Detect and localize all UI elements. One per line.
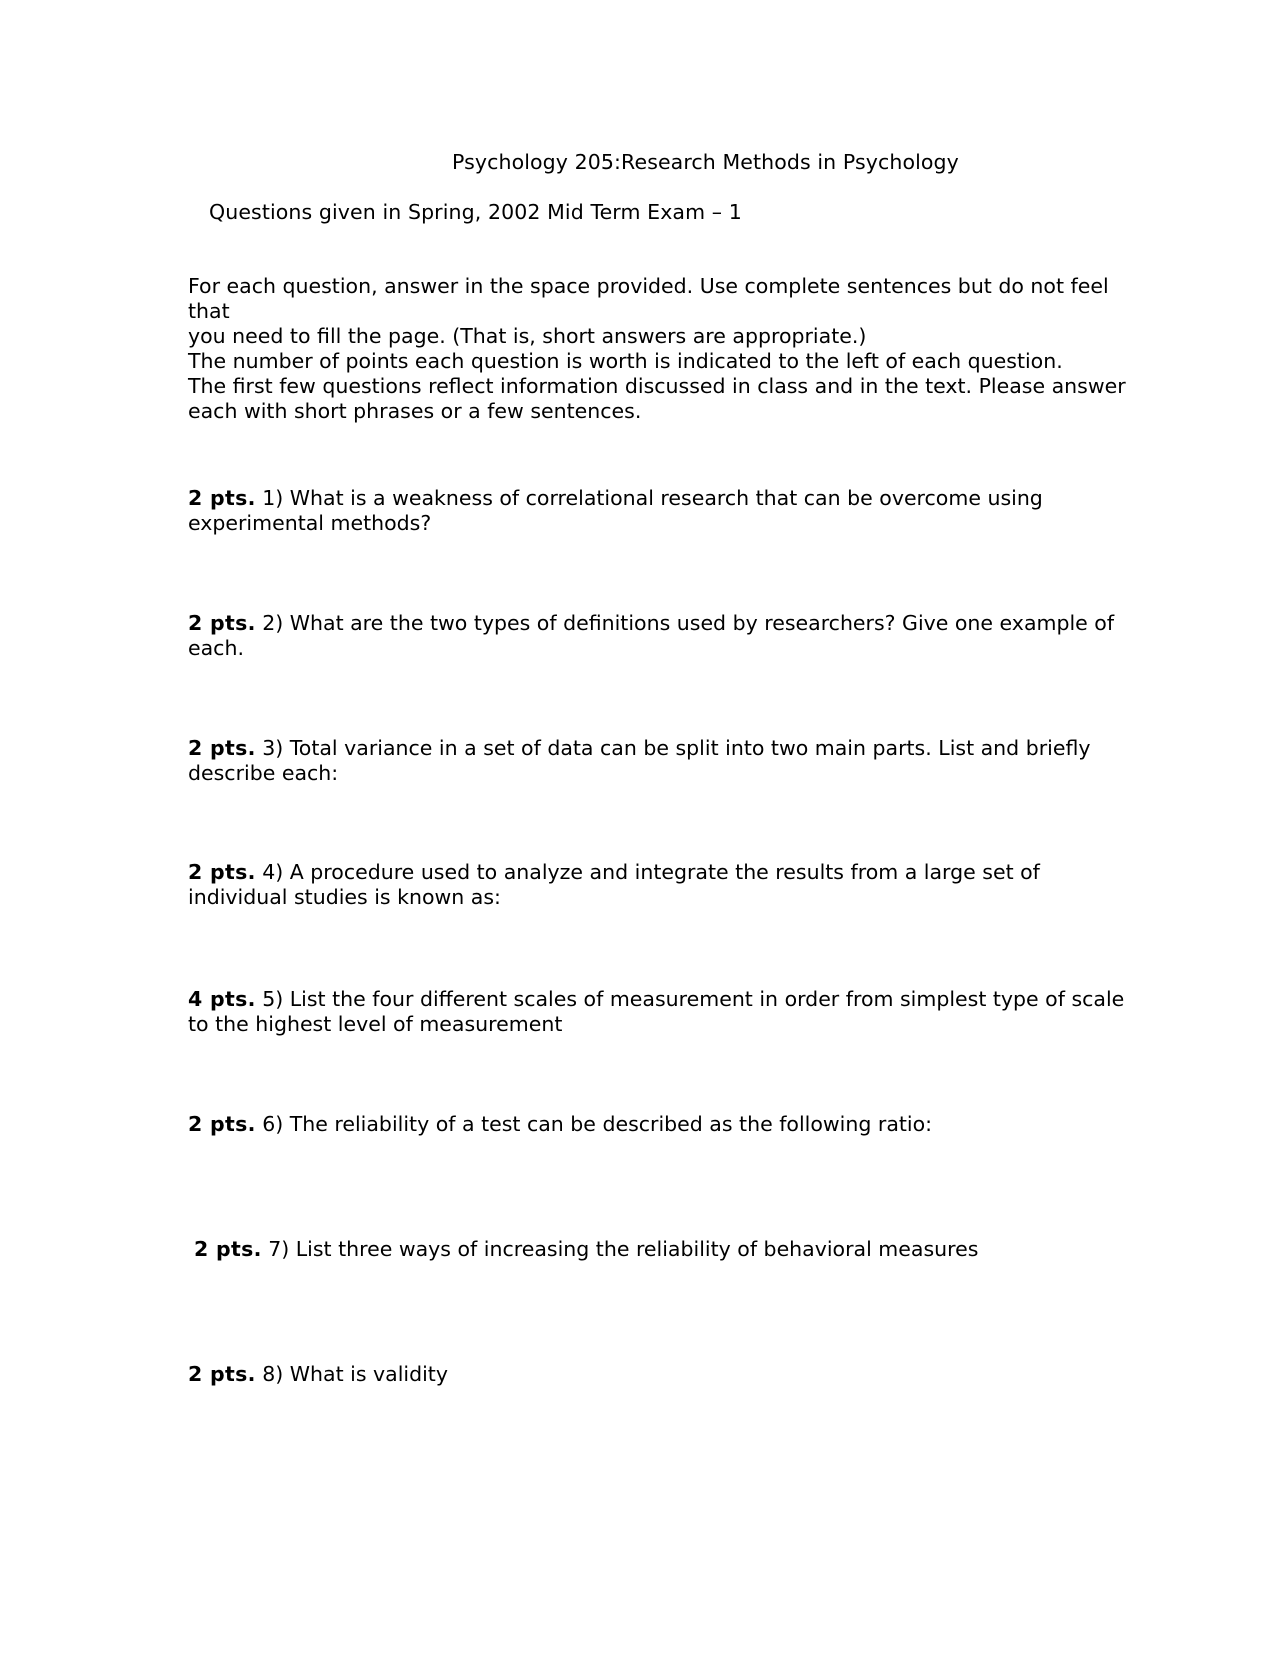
question-points: 2 pts. — [188, 1362, 256, 1386]
question-5 — [188, 987, 1128, 1037]
question-6 — [188, 1112, 1128, 1137]
question-2 — [188, 611, 1128, 661]
question-text: 7) List three ways of increasing the reliability of behavioral measures — [261, 1237, 979, 1261]
exam-subtitle: Questions given in Spring, 2002 Mid Term Exam – 1 — [209, 200, 742, 224]
question-points: 2 pts. — [194, 1237, 262, 1261]
question-points: 2 pts. — [188, 860, 256, 884]
question-text: 3) Total variance in a set of data can be split into two main parts. List and briefly describe each: — [188, 736, 1091, 785]
question-4 — [188, 860, 1128, 910]
question-3 — [188, 736, 1128, 786]
course-title: Psychology 205:Research Methods in Psychology — [452, 150, 959, 174]
instructions-paragraph: For each question, answer in the space provided. Use complete sentences but do not feel that you need to fill the page. (That is, short answers are appropriate.) The number of points each question is worth is indicated to the left of each question. — [188, 274, 1109, 373]
question-points: 2 pts. — [188, 486, 256, 510]
question-1 — [188, 486, 1128, 536]
question-text: 6) The reliability of a test can be described as the following ratio: — [255, 1112, 933, 1136]
instructions-paragraph: The first few questions reflect information discussed in class and in the text. Please answer each with short phrases or a few sentences. — [188, 374, 1126, 423]
question-points: 2 pts. — [188, 611, 256, 635]
question-text: 1) What is a weakness of correlational research that can be overcome using experimental methods? — [188, 486, 1043, 535]
question-text: 2) What are the two types of definitions used by researchers? Give one example of each. — [188, 611, 1115, 660]
question-8 — [188, 1362, 1128, 1387]
question-points: 2 pts. — [188, 1112, 256, 1136]
question-text: 5) List the four different scales of measurement in order from simplest type of scale to the highest level of measurement — [188, 987, 1125, 1036]
question-text: 4) A procedure used to analyze and integrate the results from a large set of individual studies is known as: — [188, 860, 1040, 909]
question-7 — [194, 1237, 1134, 1262]
question-points: 4 pts. — [188, 987, 256, 1011]
question-points: 2 pts. — [188, 736, 256, 760]
question-text: 8) What is validity — [255, 1362, 448, 1386]
